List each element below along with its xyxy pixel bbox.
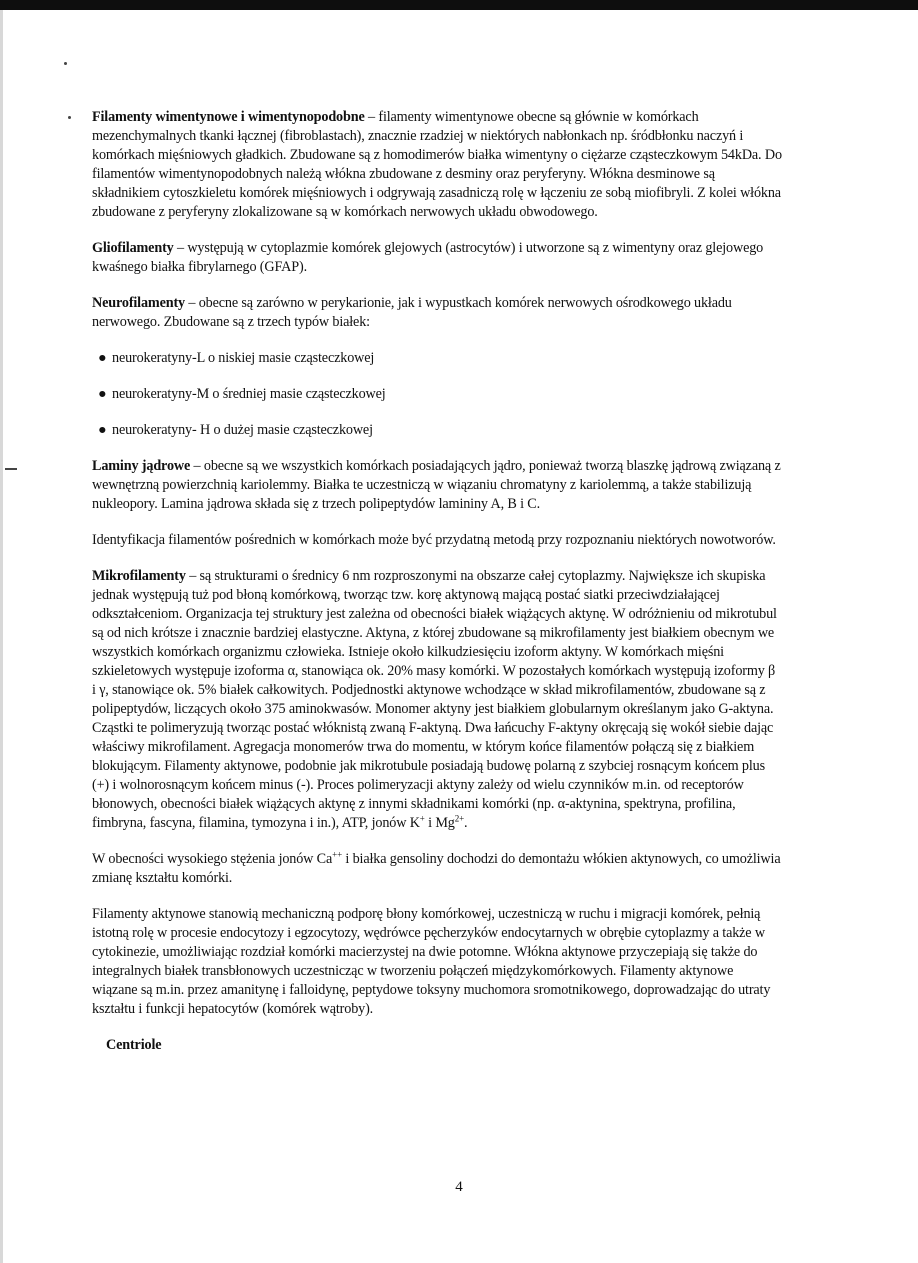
page-number: 4 — [455, 1179, 463, 1195]
list-item: ● neurokeratyny- H o dużej masie cząsteczkowej — [98, 422, 373, 438]
paragraph-neurofilamenty: Neurofilamenty – obecne są zarówno w perykarionie, jak i wypustkach komórek nerwowych ośrodkowego układu nerwowego. Zbudowane są z trzech typów białek: — [92, 295, 732, 330]
paragraph-funkcje: Filamenty aktynowe stanowią mechaniczną podporę błony komórkowej, uczestniczą w ruchu i migracji komórek, pełnią istotną rolę w procesie endocytozy i egzocytozy, wędrówce pęcherzyków endocytarnych w obrębie cytoplazmy a także w cytokinezie, umożliwiając rozdział komórki macierzystej na dwie potomne. Włókna aktynowe przyczepiają się także do integralnych białek transbłonowych uczestnicząc w tworzeniu połączeń międzykomórkowych. Filamenty aktynowe wiązane są m.in. przez amanitynę i falloidynę, peptydowe toksyny muchomora sromotnikowego, doprowadzając do utraty kształtu i funkcji hepatocytów (komórek wątroby). — [92, 906, 771, 1017]
bullet-icon: ● — [98, 422, 107, 438]
scan-speck — [64, 62, 67, 65]
list-item: ● neurokeratyny-L o niskiej masie cząsteczkowej — [98, 350, 375, 366]
paragraph-identyfikacja: Identyfikacja filamentów pośrednich w komórkach może być przydatną metodą przy rozpoznaniu niektórych nowotworów. — [92, 532, 776, 548]
paragraph-calcium: W obecności wysokiego stężenia jonów Ca++ i białka gensoliny dochodzi do demontażu włókien aktynowych, co umożliwia zmianę kształtu komórki. — [92, 849, 781, 886]
list-item: ● neurokeratyny-M o średniej masie cząsteczkowej — [98, 386, 386, 402]
scan-left-edge — [0, 10, 3, 1263]
scan-speck — [68, 116, 71, 119]
term-gliofilamenty: Gliofilamenty — [92, 240, 174, 256]
paragraph-gliofilamenty: Gliofilamenty – występują w cytoplazmie komórek glejowych (astrocytów) i utworzone są z wimentyny oraz glejowego kwaśnego białka fibrylarnego (GFAP). — [92, 240, 764, 275]
bullet-icon: ● — [98, 386, 107, 402]
scan-top-border — [0, 0, 918, 10]
paragraph-laminy: Laminy jądrowe – obecne są we wszystkich komórkach posiadających jądro, ponieważ tworzą blaszkę jądrową związaną z wewnętrzną powierzchnią kariolemmy. Białka te uczestniczą w wiązaniu chromatyny z kariolemmą, a także stabilizują nukleopory. Lamina jądrowa składa się z trzech polipeptydów lamininy A, B i C. — [92, 458, 781, 512]
paragraph-wimentyna: Filamenty wimentynowe i wimentynopodobne – filamenty wimentynowe obecne są głównie w komórkach mezenchymalnych tkanki łącznej (fibroblastach), znacznie rzadziej w niektórych nabłonkach np. śródbłonku naczyń i komórkach mięśniowych gładkich. Zbudowane są z homodimerów białka wimentyny o ciężarze cząsteczkowym 54kDa. Do filamentów wimentynopodobnych należą włókna zbudowane z desminy oraz peryferyny. Włókna desminowe są składnikiem cytoszkieletu komórek mięśniowych i odgrywają zasadniczą rolę w łączeniu ze sobą miofibryli. Z kolei włókna zbudowane z peryferyny zlokalizowane są w komórkach nerwowych układu obwodowego. — [92, 109, 782, 220]
document-page — [92, 108, 782, 1055]
bullet-icon: ● — [98, 350, 107, 366]
scan-mark — [5, 468, 17, 470]
paragraph-mikrofilamenty: Mikrofilamenty – są strukturami o średnicy 6 nm rozproszonymi na obszarze całej cytoplazmy. Największe ich skupiska jednak występują tuż pod błoną komórkową, tworząc tzw. korę aktynową mającą postać siatki przeciwdziałającej odkształceniom. Organizacja tej struktury jest zależna od obecności białek wiążących aktynę. W odróżnieniu od mikrotubul są od nich krótsze i znacznie bardziej elastyczne. Aktyna, z której zbudowane są mikrofilamenty jest białkiem obecnym we wszystkich komórkach organizmu człowieka. Istnieje około kilkudziesięciu izoform aktyny. W komórkach mięśni szkieletowych występuje izoforma α, stanowiąca ok. 20% masy komórki. W pozostałych komórkach występują izoformy β i γ, stanowiące ok. 5% białek całkowitych. Podjednostki aktynowe wchodzące w skład mikrofilamentów, zbudowane są z polipeptydów, liczących około 375 aminokwasów. Monomer aktyny jest białkiem globularnym określanym jako G-aktyna. Cząstki te polimeryzują tworząc postać włóknistą zwaną F-aktyną. Dwa łańcuchy F-aktyny okręcają się wokół siebie dając właściwy mikrofilament. Agregacja monomerów trwa do momentu, w którym końce filamentów połączą się z białkiem blokującym. Filamenty aktynowe, podobnie jak mikrotubule posiadają budowę polarną z szybciej rosnącym końcem plus (+) i wolnorosnącym końcem minus (-). Proces polimeryzacji aktyny zależy od wielu czynników m.in. od receptorów błonowych, obecności białek wiążących aktynę z innymi składnikami komórki (np. α-aktynina, spektryna, profilina, fimbryna, fascyna, filamina, tymozyna i in.), ATP, jonów K+ i $Mg^{2+}$. — [92, 568, 777, 831]
term-neurofilamenty: Neurofilamenty — [92, 295, 185, 311]
term-laminy: Laminy jądrowe — [92, 458, 191, 474]
term-mikrofilamenty: Mikrofilamenty — [92, 568, 186, 584]
section-heading-centriole: Centriole — [106, 1037, 162, 1053]
term-wimentynowe: Filamenty wimentynowe i wimentynopodobne — [92, 109, 365, 125]
